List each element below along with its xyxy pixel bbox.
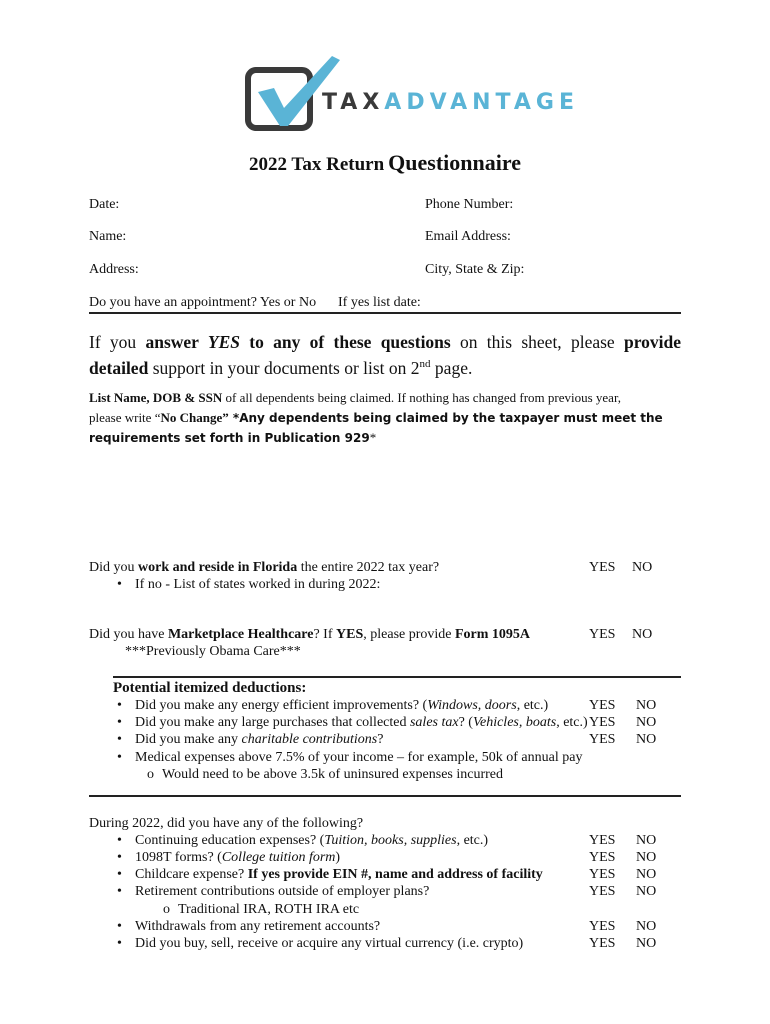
no-option[interactable]: NO [632, 627, 653, 642]
divider [89, 312, 681, 314]
florida-question: Did you work and reside in Florida the entire 2022 tax year? [89, 560, 440, 575]
appointment-date-label: If yes list date: [338, 295, 421, 310]
yes-option[interactable]: YES [589, 919, 616, 934]
name-label: Name: [89, 229, 127, 244]
marketplace-note: ***Previously Obama Care*** [125, 644, 301, 659]
appointment-label: Do you have an appointment? Yes or No [89, 295, 317, 310]
intro-paragraph: If you answer YES to any of these questions on this sheet, please provide detailed support in your documents or list on 2nd page. [89, 332, 682, 378]
yes-option[interactable]: YES [589, 867, 616, 882]
no-option[interactable]: NO [636, 732, 657, 747]
florida-states-item: • If no - List of states worked in during 2022: [135, 577, 380, 593]
yes-option[interactable]: YES [589, 560, 616, 575]
yes-option[interactable]: YES [589, 732, 616, 747]
retirement-item: • Retirement contributions outside of employer plans? [135, 884, 429, 900]
address-label: Address: [89, 262, 139, 277]
logo [244, 52, 579, 134]
during-heading: During 2022, did you have any of the following? [89, 816, 364, 831]
medical-item: • Medical expenses above 7.5% of your income – for example, 50k of annual pay [135, 750, 582, 766]
marketplace-question: Did you have Marketplace Healthcare? If YES, please provide Form 1095A [89, 627, 531, 642]
yes-option[interactable]: YES [589, 715, 616, 730]
no-option[interactable]: NO [632, 560, 653, 575]
no-option[interactable]: NO [636, 850, 657, 865]
page-title: 2022 Tax Return Questionnaire [249, 150, 521, 175]
no-option[interactable]: NO [636, 867, 657, 882]
date-label: Date: [89, 197, 120, 212]
divider [89, 795, 681, 797]
yes-option[interactable]: YES [589, 833, 616, 848]
email-label: Email Address: [425, 229, 511, 244]
no-option[interactable]: NO [636, 715, 657, 730]
sales-tax-item: • Did you make any large purchases that collected sales tax? (Vehicles, boats, etc.) [135, 715, 588, 731]
logo-word-advantage: ADVANTAGE [384, 90, 579, 115]
no-option[interactable]: NO [636, 919, 657, 934]
education-item: • Continuing education expenses? (Tuition, books, supplies, etc.) [135, 833, 488, 849]
crypto-item: • Did you buy, sell, receive or acquire any virtual currency (i.e. crypto) [135, 936, 523, 952]
logo-word-tax: TAX [322, 90, 385, 115]
yes-option[interactable]: YES [589, 627, 616, 642]
no-option[interactable]: NO [636, 936, 657, 951]
yes-option[interactable]: YES [589, 936, 616, 951]
no-option[interactable]: NO [636, 698, 657, 713]
1098t-item: • 1098T forms? (College tuition form) [135, 850, 340, 866]
phone-label: Phone Number: [425, 197, 514, 212]
charitable-item: • Did you make any charitable contributions? [135, 732, 383, 748]
city-label: City, State & Zip: [425, 262, 525, 277]
energy-item: • Did you make any energy efficient improvements? (Windows, doors, etc.) [135, 698, 548, 714]
medical-subitem: o Would need to be above 3.5k of uninsured expenses incurred [147, 767, 503, 782]
itemized-heading: Potential itemized deductions: [113, 680, 307, 696]
withdrawals-item: • Withdrawals from any retirement accounts? [135, 919, 380, 935]
divider [113, 676, 681, 678]
yes-option[interactable]: YES [589, 850, 616, 865]
no-option[interactable]: NO [636, 884, 657, 899]
retirement-subitem: o Traditional IRA, ROTH IRA etc [163, 902, 360, 917]
yes-option[interactable]: YES [589, 698, 616, 713]
dependents-instructions: List Name, DOB & SSN of all dependents being claimed. If nothing has changed from previous year, please write “No Change” *Any dependents being claimed by the taxpayer must meet the requirements set forth in Publication 929* [89, 390, 663, 445]
childcare-item: • Childcare expense? If yes provide EIN #, name and address of facility [135, 867, 543, 883]
no-option[interactable]: NO [636, 833, 657, 848]
yes-option[interactable]: YES [589, 884, 616, 899]
